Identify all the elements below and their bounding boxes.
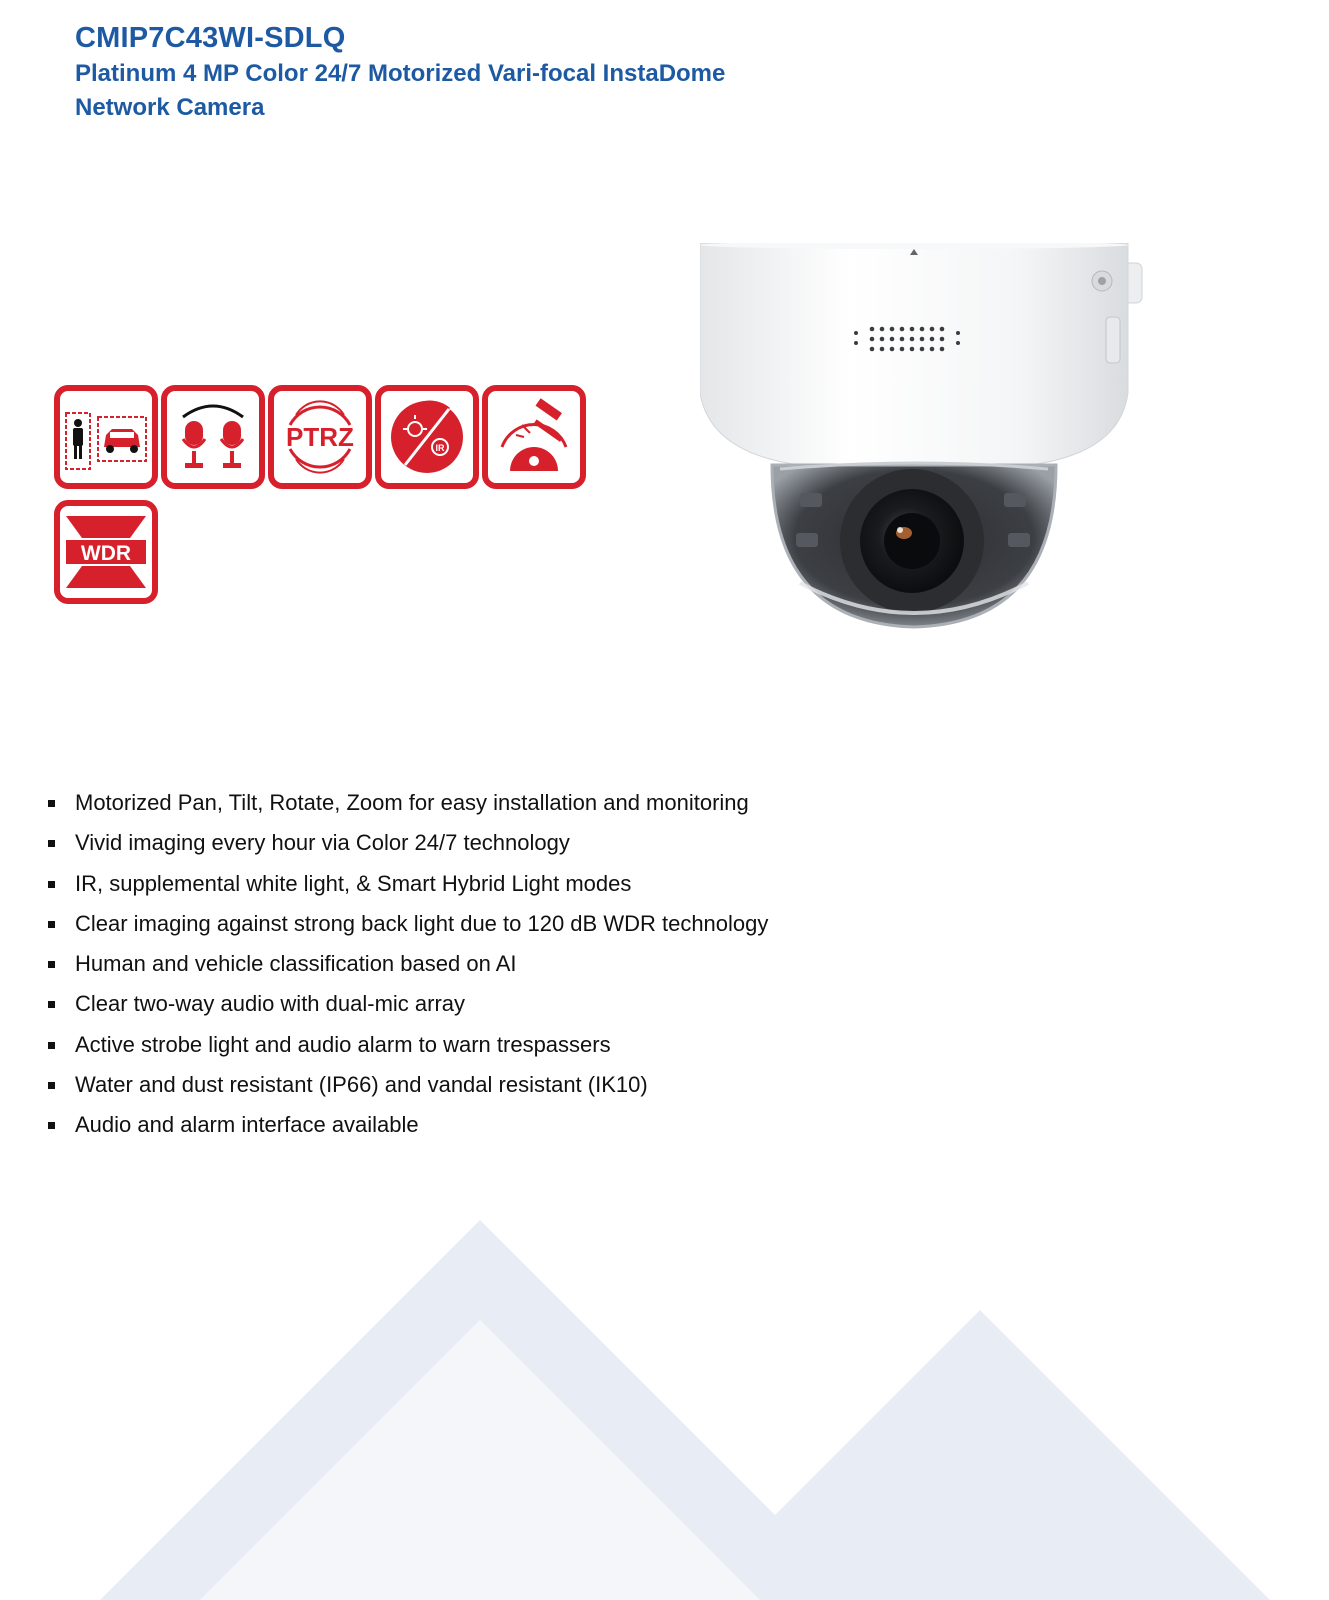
bullet-icon [48, 921, 55, 928]
bullet-icon [48, 1122, 55, 1129]
bullet-icon [48, 961, 55, 968]
wdr-icon [54, 500, 158, 604]
list-item: Motorized Pan, Tilt, Rotate, Zoom for easy installation and monitoring [48, 790, 768, 830]
bullet-icon [48, 881, 55, 888]
bullet-icon [48, 800, 55, 807]
model-number: CMIP7C43WI-SDLQ [75, 22, 346, 54]
list-item: Audio and alarm interface available [48, 1112, 768, 1152]
vandal-resistant-icon [482, 385, 586, 489]
smart-hybrid-light-icon [375, 385, 479, 489]
human-vehicle-classification-icon [54, 385, 158, 489]
list-item: Clear imaging against strong back light due to 120 dB WDR technology [48, 911, 768, 951]
list-item: IR, supplemental white light, & Smart Hybrid Light modes [48, 871, 768, 911]
list-item: Vivid imaging every hour via Color 24/7 technology [48, 830, 768, 870]
list-item: Human and vehicle classification based on AI [48, 951, 768, 991]
camera-product-image [700, 243, 1160, 643]
page-header [75, 22, 795, 125]
ptrz-icon [268, 385, 372, 489]
list-item: Water and dust resistant (IP66) and vandal resistant (IK10) [48, 1072, 768, 1112]
svg-text:PTRZ: PTRZ [286, 422, 354, 452]
background-decoration [0, 1200, 1329, 1600]
bullet-icon [48, 1001, 55, 1008]
bullet-icon [48, 840, 55, 847]
bullet-icon [48, 1042, 55, 1049]
list-item: Active strobe light and audio alarm to warn trespassers [48, 1032, 768, 1072]
list-item: Clear two-way audio with dual-mic array [48, 991, 768, 1031]
subtitle-line-1: Platinum 4 MP Color 24/7 Motorized Vari-focal InstaDome [75, 60, 726, 87]
product-subtitle [75, 57, 795, 125]
bullet-icon [48, 1082, 55, 1089]
feature-list [48, 790, 768, 1153]
svg-text:IR: IR [435, 443, 445, 453]
svg-text:WDR: WDR [80, 542, 132, 565]
dual-mic-icon [161, 385, 265, 489]
subtitle-line-2: Network Camera [75, 94, 265, 121]
